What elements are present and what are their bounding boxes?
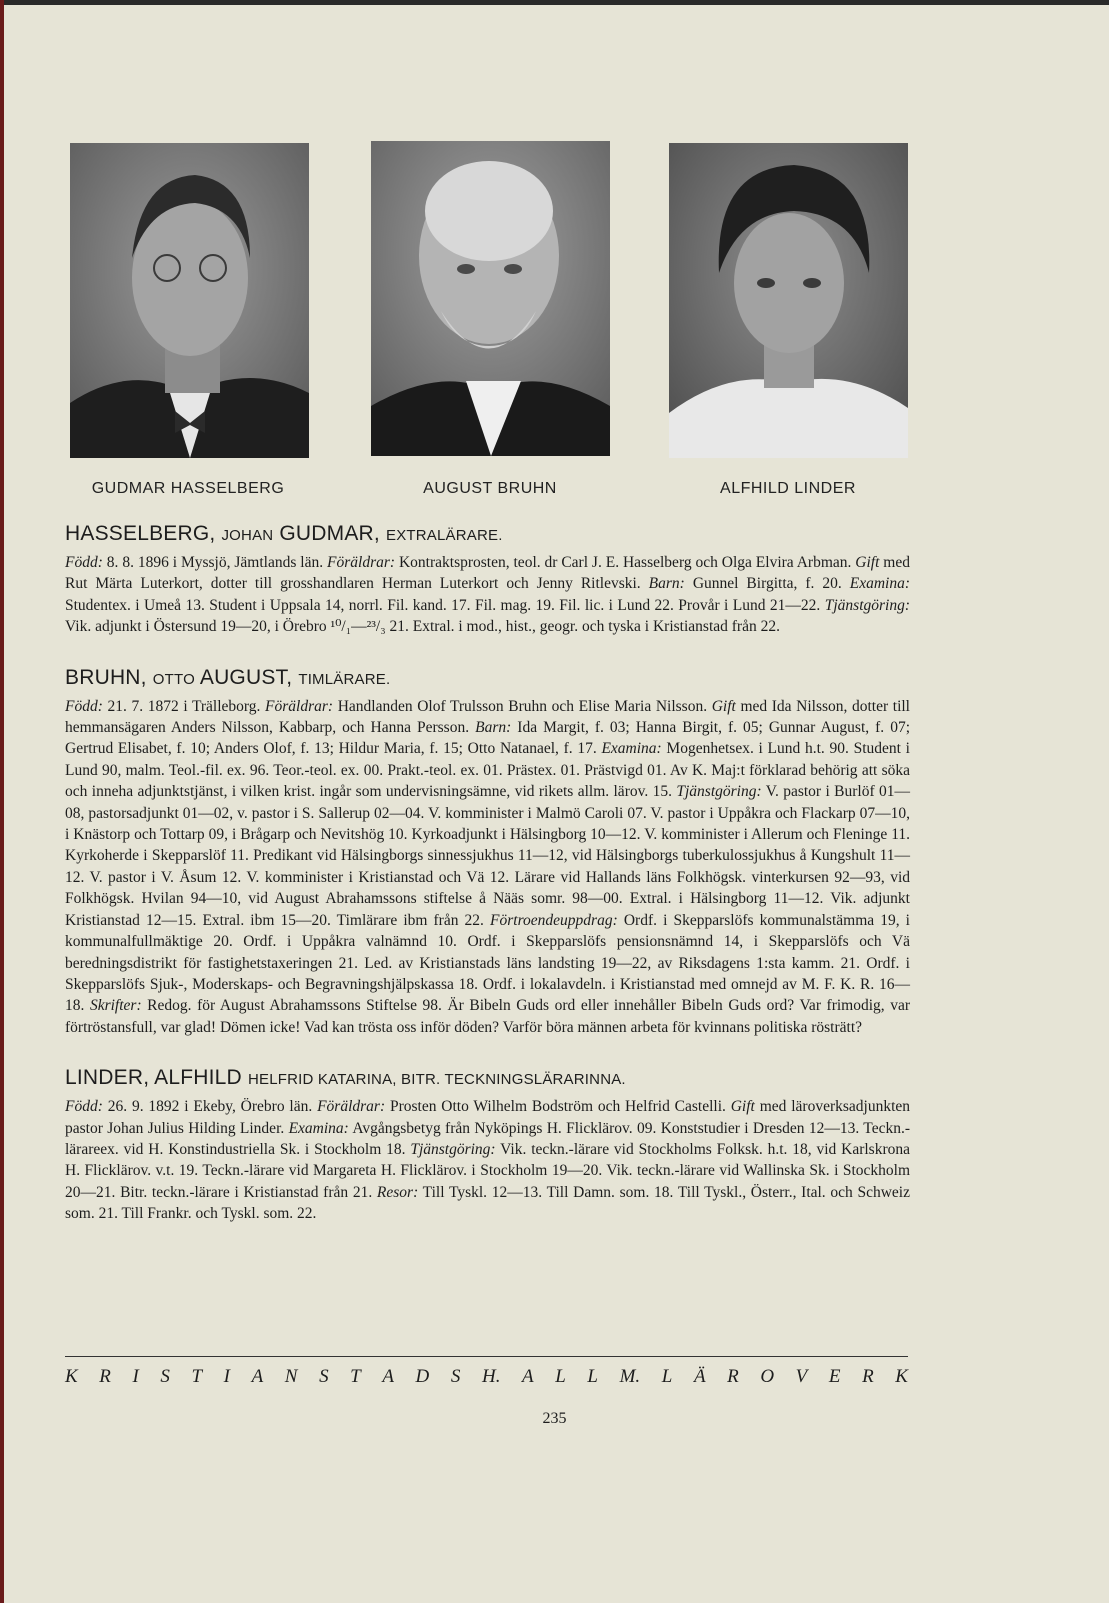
field-text: Handlanden Olof Trulsson Bruhn och Elise Maria Nilsson. — [333, 697, 712, 715]
title: TIMLÄRARE. — [298, 670, 391, 688]
footer-letter: N — [284, 1366, 298, 1387]
field-label: Barn: — [475, 719, 512, 737]
field-text: V. pastor i Burlöf 01—08, pastorsadjunkt 01—02, v. pastor i S. Sallerup 02—04. V. komminister i Malmö Caroli 07. V. pastor i Uppåkra och Flackarp 07—10, i Knästorp och Tottarp 09, i Brågarp och Nevitshög 10. Kyrkoadjunkt i Hälsingborg 10—12. V. komminister i Allerum och Fleninge 11. Kyrkoherde i Skepparslöf 11. Predikant vid Hälsingborgs sinnessjukhus 11—12, vid Hälsingborgs tuberkulossjukhus å Kungshult 11—12. V. pastor i V. Åsum 12. V. komminister i Kristianstad och Vä 12. Lärare vid Hallands läns Folkhögsk. vinterkursen 92—93, vid Folkhögsk. Hvilan 94—10, vid August Abrahamssons stiftelse å Nääs somr. 98—00. Extral. i Hälsingborg 11—12. Vik. adjunkt Kristianstad 12—15. Extral. ibm 15—20. Timlärare ibm från 22. — [65, 783, 910, 929]
field-text: Vik. adjunkt i Östersund 19—20, i Örebro ¹⁰/₁—²³/₃ 21. Extral. i mod., hist., geogr. och tyska i Kristianstad från 22. — [65, 618, 780, 636]
field-text: med Rut Märta Luterkort, dotter till grosshandlaren Herman Luterkort och Jenny Ritlevski. — [65, 554, 910, 593]
field-text: Prosten Otto Wilhelm Bodström och Helfrid Castelli. — [385, 1098, 731, 1116]
footer-letter: I — [132, 1366, 139, 1387]
field-label: Tjänstgöring: — [410, 1140, 496, 1158]
field-text: med läroverksadjunkten pastor Johan Julius Hilding Linder. — [65, 1098, 911, 1137]
field-label: Tjänstgöring: — [824, 596, 910, 614]
field-text: Ordf. i Skepparslöfs kommunalstämma 19, i kommunalfullmäktige 20. Ordf. i Uppåkra valnämnd 10. Ordf. i Skepparslöfs pensionsnämnd 14, i Skepparslöfs och Vä beredningsdistrikt för fastighetstaxeringen 21. Led. av Kristianstads läns landsting 19—22, av Riksdagens 1:sta kamm. 21. Ordf. i Skepparslöfs Sjuk-, Moderskaps- och Begravningshjälpskassa 18. Ordf. i lokalavdeln. i Kristianstad med omnejd av M. F. K. R. 16—18. — [65, 911, 910, 1015]
field-label: Examina: — [288, 1119, 349, 1137]
footer-letter: R — [99, 1366, 111, 1387]
caption-hasselberg: GUDMAR HASSELBERG — [91, 480, 285, 497]
footer-letter: S — [450, 1366, 461, 1387]
entry-body — [65, 696, 910, 1039]
page-number: 235 — [542, 1410, 567, 1427]
biography-list — [65, 522, 910, 1253]
entry-hasselberg — [65, 522, 910, 638]
entry-linder — [65, 1066, 910, 1224]
field-label: Född: — [65, 554, 103, 571]
portrait-row — [0, 143, 1109, 465]
footer-letter: A — [251, 1366, 264, 1387]
given-name: OTTO — [152, 670, 195, 688]
field-text: Redog. för August Abrahamssons Stiftelse 98. Är Bibeln Guds ord eller innehåller Bibeln Guds ord? Var frimodig, var förtröstansfull, var glad! Dömen icke! Vad kan trösta oss inför döden? Varför böra männen arbeta för kvinnans politiska rösträtt? — [65, 997, 911, 1036]
footer-letter: V — [795, 1366, 808, 1387]
footer-letter: D — [415, 1366, 430, 1387]
field-label: Skrifter: — [89, 997, 142, 1015]
surname: LINDER, — [65, 1066, 150, 1090]
field-label: Föräldrar: — [327, 554, 396, 571]
entry-body — [65, 1096, 910, 1224]
surname: HASSELBERG, — [65, 522, 216, 545]
field-label: Förtroendeuppdrag: — [490, 911, 618, 929]
entry-body — [65, 552, 910, 638]
field-label: Examina: — [849, 575, 911, 593]
footer-letter: S — [319, 1366, 329, 1387]
footer-letter: A — [522, 1366, 534, 1387]
field-text: Avgångsbetyg från Nyköpings H. Flicklärov. 09. Konststudier i Dresden 12—13. Teckn.-lärareex. vid H. Konstindustriella Sk. i Stockholm 18. — [65, 1119, 910, 1158]
field-text: Studentex. i Umeå 13. Student i Uppsala 14, norrl. Fil. kand. 17. Fil. mag. 19. Fil. lic. i Lund 22. Provår i Lund 21—22. — [65, 596, 825, 614]
footer-letter: T — [350, 1366, 361, 1387]
footer-letter: O — [760, 1366, 775, 1387]
caption-linder: ALFHILD LINDER — [720, 480, 856, 497]
title: HELFRID KATARINA, BITR. TECKNINGSLÄRARINNA. — [247, 1071, 626, 1089]
title: EXTRALÄRARE. — [385, 527, 503, 544]
field-text: Mogenhetsex. i Lund h.t. 90. Student i Lund 90, malm. Teol.-fil. ex. 96. Teor.-teol. ex. 00. Prakt.-teol. ex. 01. Prästex. 01. Prästvigd 01. Av K. Maj:t förklarad behörig att söka och inneha adjunktstjänst, i vilken krist. ingår som undervisningsämne, vid rikets allm. lärov. 15. — [65, 740, 910, 801]
field-text: Kontraktsprosten, teol. dr Carl J. E. Hasselberg och Olga Elvira Arbman. — [395, 554, 856, 571]
field-text: Till Tyskl. 12—13. Till Damn. som. 18. Till Tyskl., Österr., Ital. och Schweiz som. 21. Till Frankr. och Tyskl. som. 22. — [65, 1183, 910, 1223]
field-text: Ida Margit, f. 03; Hanna Birgit, f. 05; Gunnar August, f. 07; Gertrud Elisabet, f. 10; Anders Olof, f. 13; Hildur Maria, f. 15; Otto Natanael, f. 17. — [65, 719, 910, 758]
field-label: Resor: — [376, 1183, 419, 1201]
portrait-linder — [669, 143, 908, 458]
field-text: Vik. teckn.-lärare vid Stockholms Folksk. h.t. 18, vid Karlskrona H. Flicklärov. v.t. 19. Teckn.-lärare vid Margareta H. Flicklärov. i Stockholm 19—20. Vik. teckn.-lärare vid Wallinska Sk. i Stockholm 20—21. Bitr. teckn.-lärare i Kristianstad från 21. — [65, 1140, 910, 1201]
footer-letter: L — [555, 1366, 566, 1387]
field-text: 21. 7. 1872 i Trälleborg. — [102, 697, 266, 715]
field-label: Föräldrar: — [317, 1098, 386, 1116]
footer-letter: E — [828, 1366, 841, 1387]
footer-letter: L — [587, 1366, 598, 1387]
given-name: JOHAN — [221, 527, 274, 544]
entry-heading — [65, 666, 910, 690]
top-border — [0, 0, 1109, 5]
footer-letter: L — [661, 1366, 673, 1387]
running-footer — [65, 1366, 908, 1388]
field-label: Tjänstgöring: — [676, 783, 762, 801]
field-label: Född: — [65, 1098, 103, 1116]
footer-letter: M. — [619, 1366, 641, 1387]
field-text: med Ida Nilsson, dotter till hemmansägaren Anders Nilsson, Kabbarp, och Hanna Persson. — [65, 697, 910, 737]
caption-bruhn: AUGUST BRUHN — [423, 480, 557, 497]
entry-bruhn — [65, 666, 910, 1039]
footer-letter: K — [65, 1366, 78, 1387]
footer-letter: R — [727, 1366, 739, 1387]
field-label: Född: — [65, 697, 103, 715]
field-label: Gift — [855, 554, 880, 571]
call-name: ALFHILD — [154, 1066, 242, 1090]
surname: BRUHN, — [65, 665, 147, 689]
footer-rule — [65, 1356, 908, 1357]
field-label: Examina: — [601, 740, 662, 758]
footer-letter: Ä — [693, 1366, 706, 1387]
footer-letter: T — [191, 1366, 203, 1387]
footer-letter: R — [862, 1366, 874, 1387]
field-label: Barn: — [648, 575, 685, 593]
portrait-hasselberg — [70, 143, 309, 458]
entry-heading — [65, 522, 910, 546]
field-label: Gift — [730, 1098, 755, 1116]
field-text: 8. 8. 1896 i Myssjö, Jämtlands län. — [102, 554, 328, 571]
footer-letter: K — [895, 1366, 908, 1387]
footer-letter: S — [160, 1366, 170, 1387]
portrait-bruhn — [371, 141, 610, 456]
footer-letter: I — [223, 1366, 230, 1387]
field-label: Föräldrar: — [265, 697, 334, 715]
call-name: GUDMAR, — [279, 522, 380, 545]
field-text: 26. 9. 1892 i Ekeby, Örebro län. — [102, 1098, 318, 1116]
field-label: Gift — [711, 697, 736, 715]
call-name: AUGUST, — [199, 665, 293, 689]
footer-letter: H. — [481, 1366, 501, 1387]
field-text: Gunnel Birgitta, f. 20. — [684, 575, 850, 593]
entry-heading — [65, 1066, 910, 1090]
footer-letter: A — [382, 1366, 394, 1387]
